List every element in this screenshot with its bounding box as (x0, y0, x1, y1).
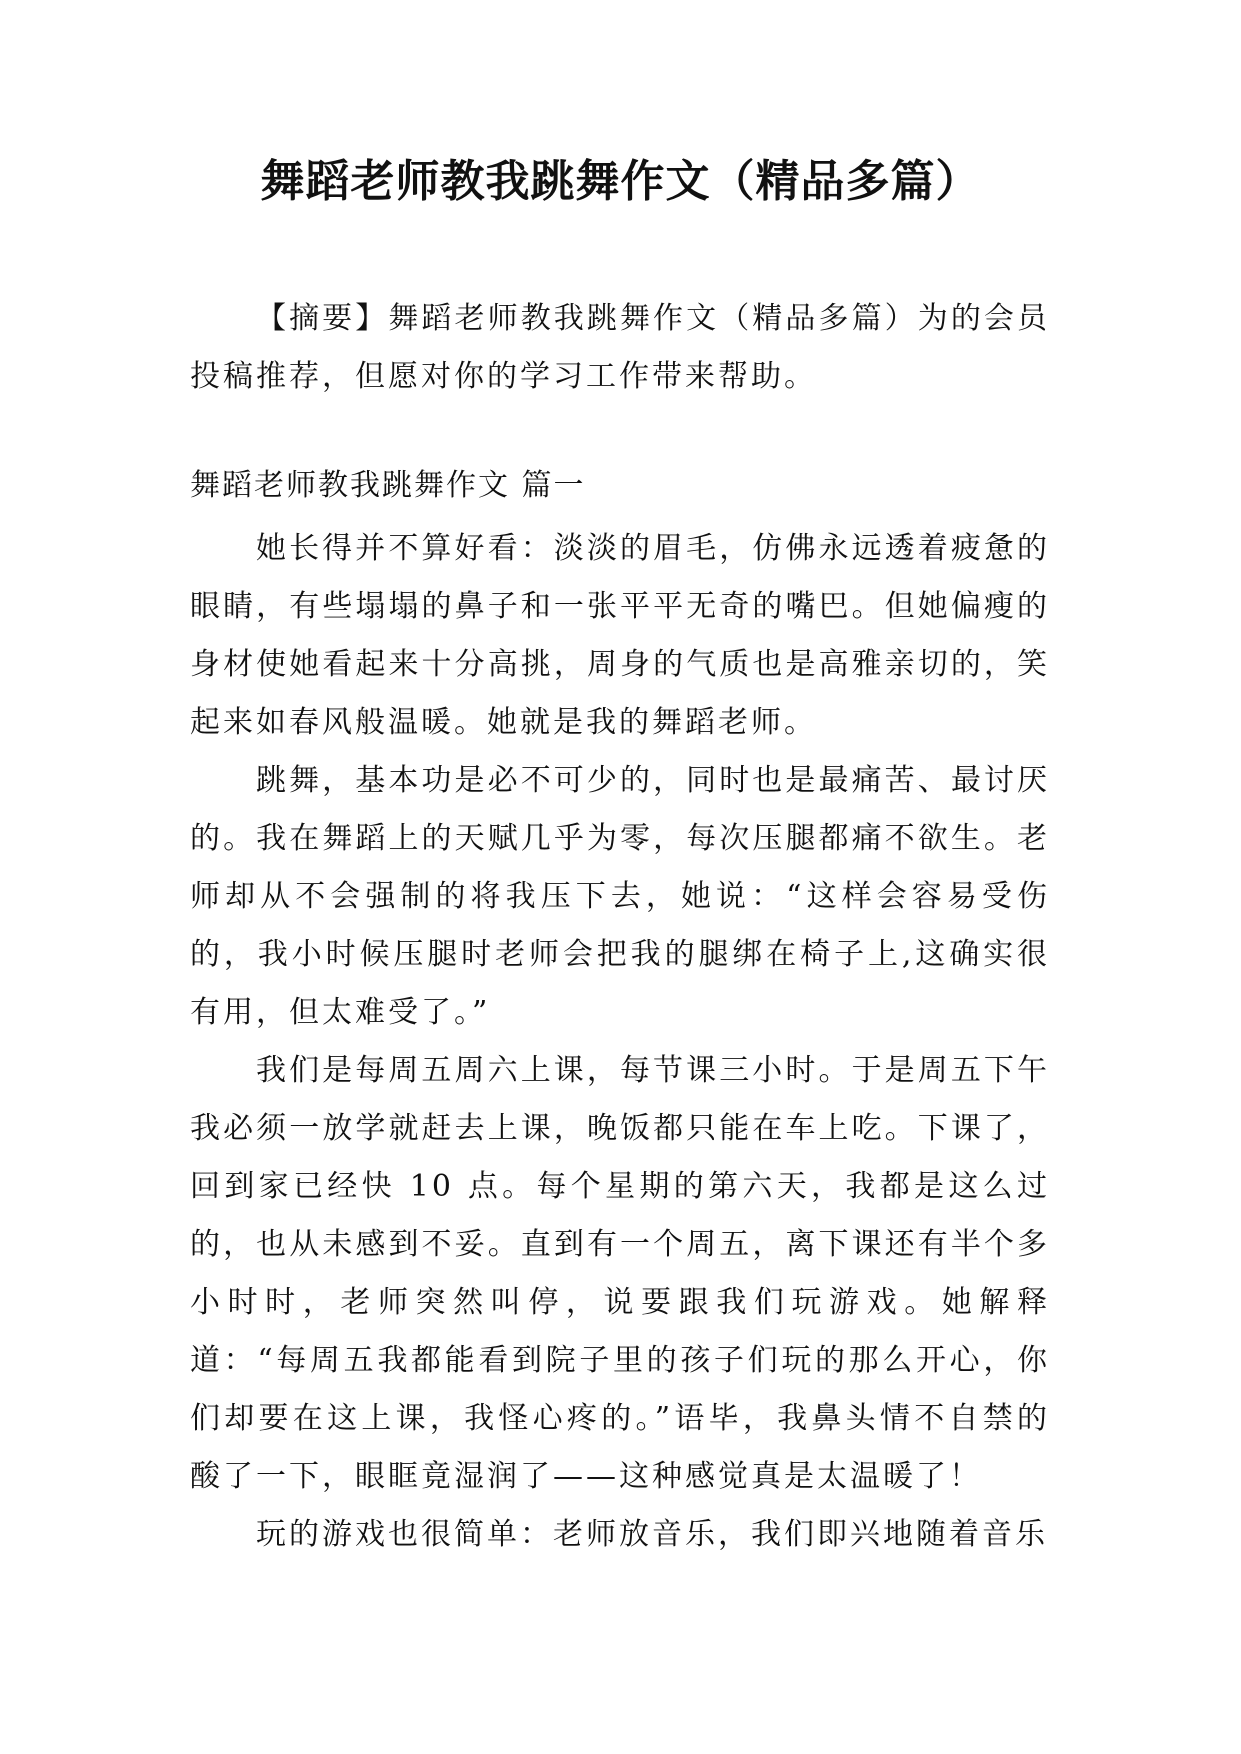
abstract-paragraph: 【摘要】舞蹈老师教我跳舞作文（精品多篇）为的会员投稿推荐，但愿对你的学习工作带来帮助。 (190, 301, 1050, 394)
body-paragraph: 我们是每周五周六上课，每节课三小时。于是周五下午我必须一放学就赶去上课，晚饭都只能在车上吃。下课了，回到家已经快 10 点。每个星期的第六天，我都是这么过的，也从未感到不妥。直到有一个周五，离下课还有半个多小时时，老师突然叫停，说要跟我们玩游戏。她解释道：“每周五我都能看到院子里的孩子们玩的那么开心，你们却要在这上课，我怪心疼的。”语毕，我鼻头情不自禁的酸了一下，眼眶竟湿润了——这种感觉真是太温暖了！ (190, 1053, 1050, 1494)
body-paragraph: 玩的游戏也很简单：老师放音乐，我们即兴地随着音乐 (256, 1517, 1048, 1552)
document-title: 舞蹈老师教我跳舞作文（精品多篇） (260, 156, 981, 207)
abstract-block (190, 290, 1050, 406)
body-paragraph: 她长得并不算好看：淡淡的眉毛，仿佛永远透着疲惫的眼睛，有些塌塌的鼻子和一张平平无奇的嘴巴。但她偏瘦的身材使她看起来十分高挑，周身的气质也是高雅亲切的，笑起来如春风般温暖。她就是我的舞蹈老师。 (190, 531, 1050, 740)
section-one (190, 466, 1050, 1564)
section-heading: 舞蹈老师教我跳舞作文 篇一 (190, 468, 586, 503)
body-paragraph: 跳舞，基本功是必不可少的，同时也是最痛苦、最讨厌的。我在舞蹈上的天赋几乎为零，每次压腿都痛不欲生。老师却从不会强制的将我压下去，她说：“这样会容易受伤的，我小时候压腿时老师会把我的腿绑在椅子上,这确实很有用，但太难受了。” (190, 763, 1050, 1030)
